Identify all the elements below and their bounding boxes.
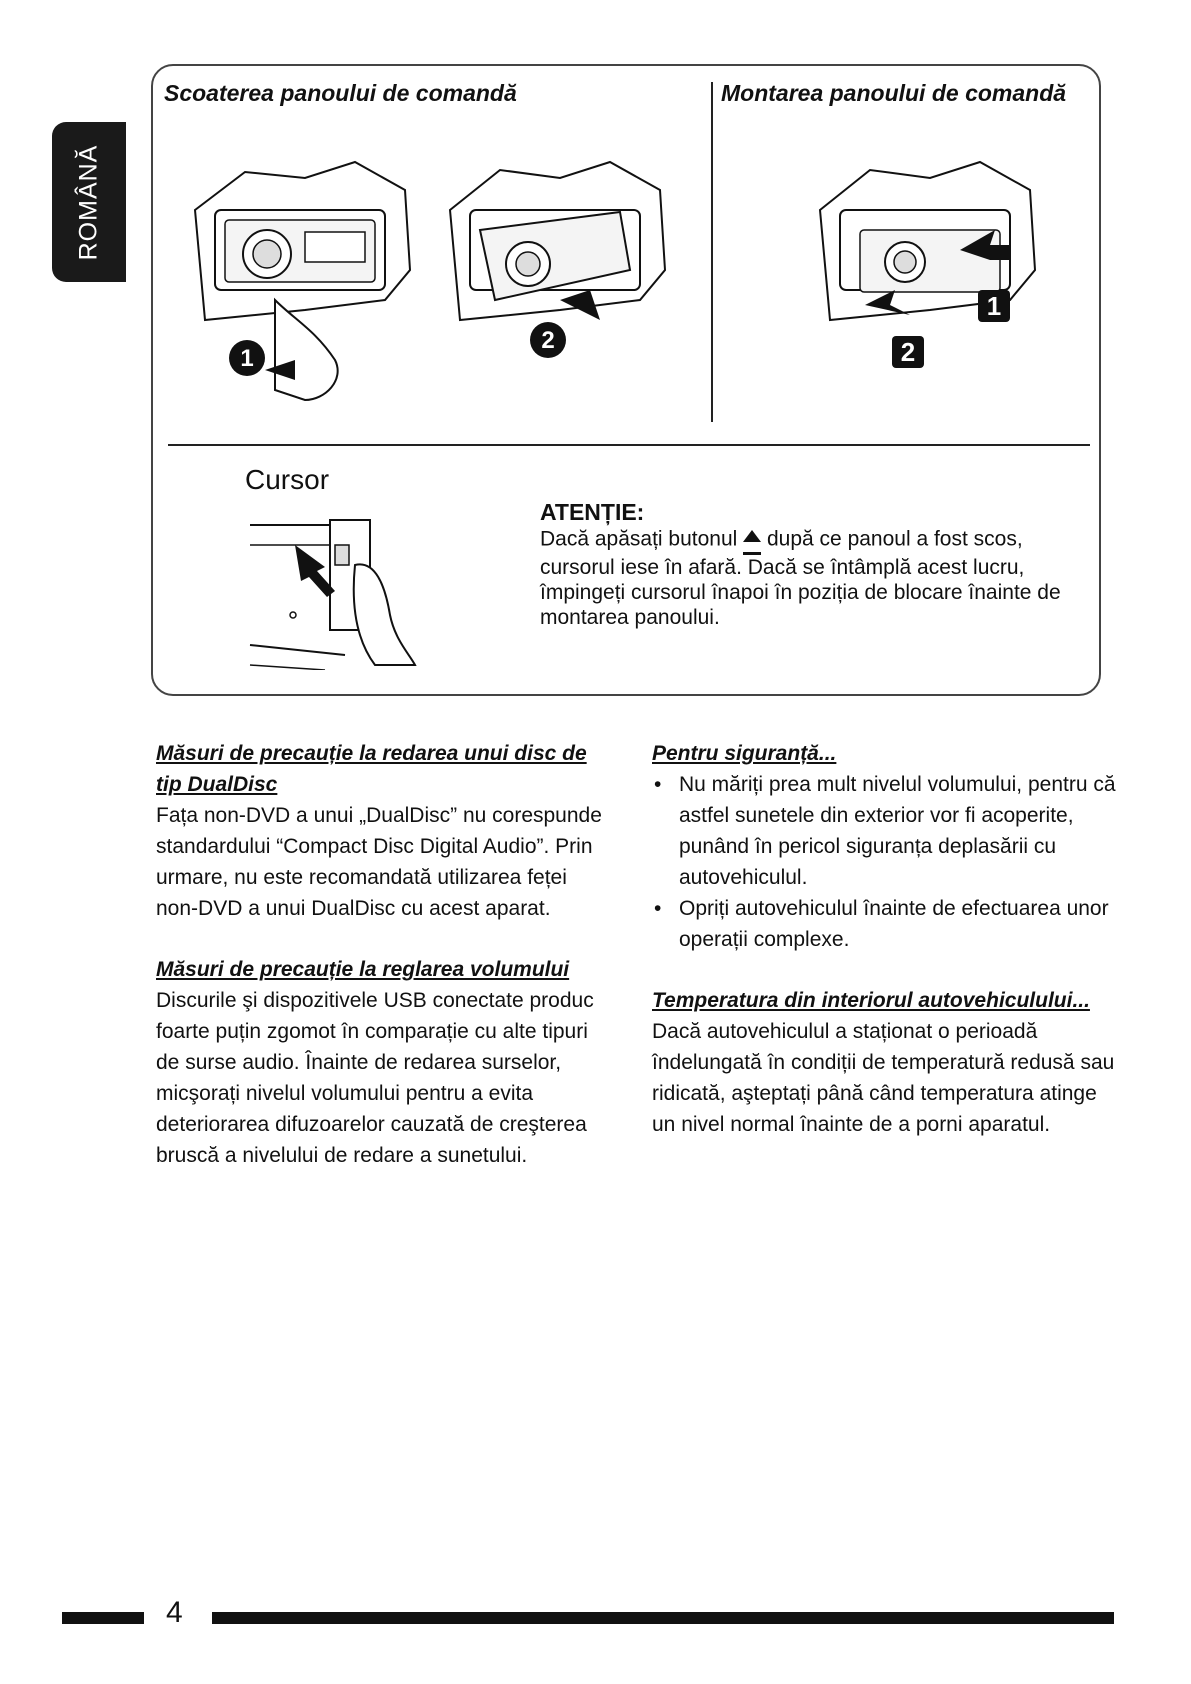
safety-list [652,769,1122,955]
caution-title: ATENȚIE: [540,499,645,525]
detach-step2-illustration [440,150,670,380]
panel-vertical-divider [711,82,713,422]
language-tab-label: ROMÂNĂ [74,144,103,260]
cursor-illustration [245,505,425,670]
dualdisc-section-title: Măsuri de precauție la redarea unui disc de tip DualDisc [156,742,587,796]
left-column [156,738,611,1171]
attach-illustration [810,150,1050,380]
svg-text:1: 1 [986,291,1002,321]
cursor-label: Cursor [245,464,330,495]
svg-text:2: 2 [900,337,916,367]
attaching-panel-title: Montarea panoului de comandă [721,80,1067,106]
temperature-section-text: Dacă autovehiculul a staționat o perioadă îndelungată în condiții de temperatură redusă sau ridicată, aşteptați până când temperatura atinge un nivel normal înainte de a porni aparatul. [652,1020,1115,1136]
footer-bar-left [62,1612,144,1624]
page-number: 4 [166,1596,183,1629]
svg-text:2: 2 [541,327,555,354]
right-column [652,738,1122,1140]
removing-panel-title: Scoaterea panoului de comandă [164,80,517,106]
volume-section-title: Măsuri de precauție la reglarea volumului [156,958,570,981]
svg-text:1: 1 [240,345,254,372]
volume-section-text: Discurile şi dispozitivele USB conectate produc foarte puțin zgomot în comparație cu alte tipuri de surse audio. Înainte de redarea surselor, micşorați nivelul volumului pentru a evita deteriorarea difuzoarelor cauzată de creşterea bruscă a nivelului de redare a sunetului. [156,989,594,1167]
panel-horizontal-divider [168,444,1090,446]
eject-icon [743,525,761,555]
list-item: • Opriți autovehiculul înainte de efectuarea unor operații complexe. [652,893,1122,955]
list-item: • Nu măriți prea mult nivelul volumului, pentru că astfel sunetele din exterior vor fi acoperite, punând în pericol siguranța deplasării cu autovehiculul. [652,769,1122,893]
language-tab [52,122,126,282]
temperature-section-title: Temperatura din interiorul autovehiculului... [652,989,1090,1012]
footer-bar-right [212,1612,1114,1624]
dualdisc-section-text: Fața non-DVD a unui „DualDisc” nu corespunde standardului “Compact Disc Digital Audio”. Prin urmare, nu este recomandată utilizarea feței non-DVD a unui DualDisc cu acest aparat. [156,804,602,920]
detach-step1-illustration [185,150,425,410]
caution-block [540,500,1100,630]
caution-text-end: după ce panoul a fost scos, cursorul iese în afară. Dacă se întâmplă acest lucru, împingeți cursorul înapoi în poziția de blocare înainte de montarea panoului. [540,527,1061,629]
caution-text-start: Dacă apăsați butonul [540,527,738,551]
safety-section-title: Pentru siguranță... [652,742,837,765]
